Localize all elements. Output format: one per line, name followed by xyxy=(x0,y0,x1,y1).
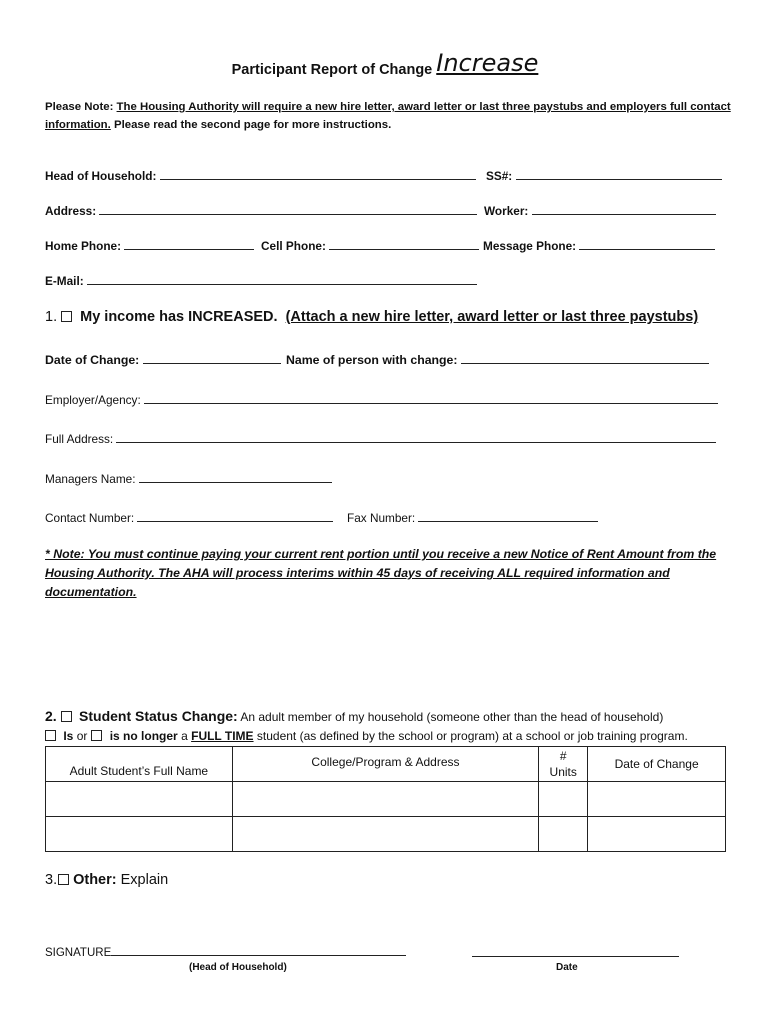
worker-label: Worker: xyxy=(484,204,529,218)
table-row xyxy=(46,782,726,817)
page-title xyxy=(0,49,770,80)
income-increased-checkbox[interactable] xyxy=(61,311,72,322)
note-suffix: Please read the second page for more instructions. xyxy=(110,119,392,131)
table-cell[interactable] xyxy=(539,782,588,817)
date-field[interactable] xyxy=(472,944,679,962)
table-cell[interactable] xyxy=(232,782,539,817)
col-student-name: Adult Student’s Full Name xyxy=(46,747,233,782)
date-caption: Date xyxy=(556,962,578,973)
col-units-label: Units xyxy=(549,765,577,779)
section3-title: Other: xyxy=(73,872,117,888)
section3-explain: Explain xyxy=(120,872,169,888)
rent-warning-note: * Note: You must continue paying your current rent portion until you receive a new Notice of Rent Amount from the Housing Authority. The AHA will process interims within 45 days of receiving ALL required information and documentation. xyxy=(45,547,717,599)
table-header-row xyxy=(46,747,726,782)
ss-field[interactable] xyxy=(486,168,722,183)
fax-number-field[interactable] xyxy=(347,510,598,525)
message-phone-line[interactable] xyxy=(579,238,715,250)
managers-name-line[interactable] xyxy=(139,471,332,483)
contact-number-label: Contact Number: xyxy=(45,511,135,525)
head-of-household-line[interactable] xyxy=(160,168,476,180)
section1-label: My income has INCREASED. xyxy=(80,309,278,325)
title-main: Participant Report of Change xyxy=(231,62,433,78)
col-units-hash: # xyxy=(559,749,567,763)
is-no-longer-label: is no longer xyxy=(109,729,178,743)
section1-attach-note: (Attach a new hire letter, award letter or last three paystubs) xyxy=(285,309,699,325)
ss-line[interactable] xyxy=(516,168,722,180)
cell-phone-label: Cell Phone: xyxy=(261,239,326,253)
full-address-field[interactable] xyxy=(45,431,716,446)
signature-field[interactable] xyxy=(45,944,406,959)
col-date-of-change: Date of Change xyxy=(588,747,726,782)
date-line[interactable] xyxy=(472,945,679,957)
address-field[interactable] xyxy=(45,203,477,218)
is-no-longer-checkbox[interactable] xyxy=(91,730,102,741)
note-underlined: The Housing Authority will require a new hire letter, award letter or last three paystubs and employers full contact information. xyxy=(45,101,731,131)
student-status-line xyxy=(45,729,688,743)
full-address-line[interactable] xyxy=(116,431,716,443)
table-cell[interactable] xyxy=(539,817,588,852)
section2-number: 2. xyxy=(45,708,57,724)
message-phone-field[interactable] xyxy=(483,238,715,253)
email-field[interactable] xyxy=(45,273,477,288)
a-label: a xyxy=(181,729,188,743)
employer-label: Employer/Agency: xyxy=(45,393,141,407)
home-phone-field[interactable] xyxy=(45,238,254,253)
section2-heading xyxy=(45,708,663,724)
employer-field[interactable] xyxy=(45,392,718,407)
contact-number-field[interactable] xyxy=(45,510,333,525)
section2-title: Student Status Change: xyxy=(79,708,238,724)
address-line[interactable] xyxy=(99,203,477,215)
message-phone-label: Message Phone: xyxy=(483,239,577,253)
contact-number-line[interactable] xyxy=(137,510,333,522)
student-status-checkbox[interactable] xyxy=(61,711,72,722)
table-cell[interactable] xyxy=(232,817,539,852)
student-table xyxy=(45,746,726,852)
address-label: Address: xyxy=(45,204,97,218)
full-time-label: FULL TIME xyxy=(191,729,254,743)
person-with-change-label: Name of person with change: xyxy=(286,353,458,367)
or-label: or xyxy=(76,729,88,743)
section3-heading xyxy=(45,872,168,888)
fax-number-label: Fax Number: xyxy=(347,511,416,525)
table-cell[interactable] xyxy=(588,817,726,852)
title-increase: Increase xyxy=(436,49,539,77)
signature-line[interactable] xyxy=(111,944,406,956)
email-line[interactable] xyxy=(87,273,477,285)
section1-number: 1. xyxy=(45,309,58,325)
ss-label: SS#: xyxy=(486,169,513,183)
table-row xyxy=(46,817,726,852)
full-address-label: Full Address: xyxy=(45,432,114,446)
section3-number: 3. xyxy=(45,872,58,888)
person-with-change-line[interactable] xyxy=(461,352,709,364)
is-checkbox[interactable] xyxy=(45,730,56,741)
col-units xyxy=(539,747,588,782)
note-prefix: Please Note: xyxy=(45,101,117,113)
head-of-household-field[interactable] xyxy=(45,168,476,183)
home-phone-line[interactable] xyxy=(124,238,254,250)
fax-number-line[interactable] xyxy=(418,510,598,522)
managers-name-field[interactable] xyxy=(45,471,332,486)
worker-line[interactable] xyxy=(532,203,716,215)
other-checkbox[interactable] xyxy=(58,874,69,885)
table-cell[interactable] xyxy=(46,817,233,852)
cell-phone-field[interactable] xyxy=(261,238,479,253)
home-phone-label: Home Phone: xyxy=(45,239,122,253)
person-with-change-field[interactable] xyxy=(286,352,709,367)
date-of-change-field[interactable] xyxy=(45,352,281,367)
intro-note xyxy=(45,98,735,134)
email-label: E-Mail: xyxy=(45,274,84,288)
managers-name-label: Managers Name: xyxy=(45,472,136,486)
signature-label: SIGNATURE xyxy=(45,947,112,959)
date-of-change-label: Date of Change: xyxy=(45,353,140,367)
employer-line[interactable] xyxy=(144,392,718,404)
col-college-program: College/Program & Address xyxy=(232,747,539,782)
is-label: Is xyxy=(63,729,74,743)
head-of-household-caption: (Head of Household) xyxy=(189,962,287,973)
section2-description: An adult member of my household (someone other than the head of household) xyxy=(240,710,664,724)
worker-field[interactable] xyxy=(484,203,716,218)
full-time-rest: student (as defined by the school or program) at a school or job training program. xyxy=(256,729,688,743)
cell-phone-line[interactable] xyxy=(329,238,479,250)
head-of-household-label: Head of Household: xyxy=(45,169,157,183)
table-cell[interactable] xyxy=(588,782,726,817)
date-of-change-line[interactable] xyxy=(143,352,281,364)
section1-heading xyxy=(45,309,698,325)
table-cell[interactable] xyxy=(46,782,233,817)
